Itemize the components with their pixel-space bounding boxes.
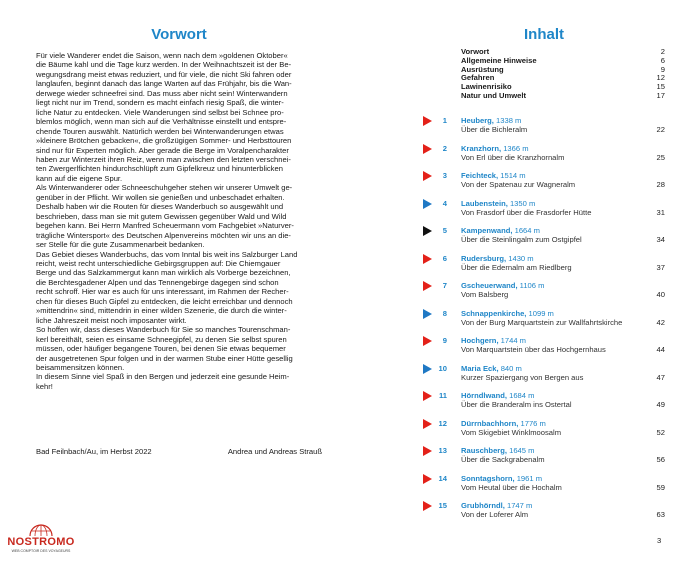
foreword-line: Berge und das Salzkammergut kann man wirklich als Vorberge bezeichnen, (36, 268, 291, 278)
tour-page: 59 (656, 482, 665, 492)
tour-route: Von der Burg Marquartstein zur Wallfahrtskirche (461, 317, 623, 327)
tour-summit: Feichteck, (461, 171, 499, 180)
tour-altitude: 1684 m (506, 391, 535, 400)
foreword-line: In diesem Sinne viel Spaß in den Bergen und jederzeit eine gesunde Heim- (36, 372, 290, 382)
foreword-line: sind nur für Experten möglich. Aber gerade die Berge im Voralpencharakter (36, 145, 289, 155)
tour-marker-icon (423, 281, 432, 291)
foreword-signature (36, 447, 322, 456)
tour-altitude: 1514 m (498, 171, 526, 180)
tour-number: 12 (438, 418, 447, 428)
foreword-line: wegungsdrang meist etwas reduziert, und für viele, die nicht Ski fahren oder (36, 69, 292, 79)
tour-summit: Rauschberg, (461, 446, 507, 455)
tour-marker-icon (423, 144, 432, 154)
tour-summit: Kranzhorn, (461, 143, 502, 153)
tour-route: Über die Branderalm ins Ostertal (461, 400, 572, 409)
foreword-line: Als Winterwanderer oder Schneeschuhgeher stehen wir unserer Umwelt ge- (36, 183, 293, 193)
tour-number: 2 (442, 143, 447, 153)
foreword-line: chende Touren auswählt. Natürlich werden bei Winterwanderungen etwas (36, 126, 284, 136)
tour-page: 56 (656, 455, 665, 464)
logo-tagline: WEB COMPTOIR DES VOYAGEURS (11, 549, 71, 553)
tour-number: 6 (442, 253, 447, 263)
tour-marker-icon (423, 446, 432, 456)
tour-entry[interactable] (423, 363, 665, 385)
tour-route: Kurzer Spaziergang von Bergen aus (461, 372, 584, 382)
toc-entry[interactable]: Natur und Umwelt 17 (461, 90, 665, 100)
tour-route: Über die Sackgrabenalm (461, 455, 545, 464)
tour-marker-icon (423, 336, 432, 346)
foreword-line: liche Natur zu entdecken. Viele Wanderungen sind selbst bei Schnee pro- (36, 107, 284, 117)
globe-icon (28, 522, 54, 536)
tour-number: 5 (442, 226, 447, 235)
foreword-line: »kleinere Brötchen gebacken«, die großzügigen Sommer- und Herbsttouren (36, 136, 292, 146)
front-matter-list (461, 48, 665, 101)
tour-page: 63 (656, 510, 665, 519)
page-number: 3 (657, 536, 662, 545)
tour-altitude: 840 m (498, 363, 522, 373)
tour-altitude: 1776 m (518, 418, 546, 428)
foreword-line: recht schroff. Hier war es auch für uns interessant, im Rahmen der Recher- (36, 287, 289, 297)
tour-page: 22 (656, 125, 665, 134)
tour-altitude: 1338 m (493, 116, 522, 125)
logo (4, 522, 78, 556)
tour-number: 8 (442, 308, 447, 318)
toc-entry[interactable]: Vorwort 2 (461, 47, 665, 56)
tour-marker-icon (423, 501, 432, 511)
tour-page: 28 (656, 180, 665, 189)
foreword-line: ser Stelle für die gute Zusammenarbeit bedanken. (36, 240, 205, 250)
tour-number: 1 (442, 116, 447, 125)
tour-entry[interactable] (423, 335, 665, 357)
tour-summit: Grubhörndl, (461, 501, 505, 510)
tour-number: 4 (442, 198, 447, 208)
tour-entry[interactable] (423, 170, 665, 192)
tour-marker-icon (423, 199, 432, 209)
toc-entry[interactable]: Lawinenrisiko 15 (461, 82, 665, 92)
foreword-line: genüber in der Pflicht. Wir wollen sie genießen und unbeschadet erhalten. (36, 192, 285, 202)
tour-entry[interactable] (423, 253, 665, 275)
foreword-line: trägliche Wintersport« des Deutschen Alpenvereins möchten wir uns an die- (36, 230, 291, 240)
tour-altitude: 1664 m (512, 226, 540, 235)
tour-page: 37 (656, 262, 665, 272)
foreword-line: langlaufen, beginnt danach das lange Warten auf das Frühjahr, bis die Wan- (36, 79, 292, 89)
foreword-line: beschrieben, dass man sie mit gutem Gewissen gegenüber Wald und Wild (36, 211, 287, 221)
tour-page: 52 (656, 427, 665, 437)
tour-number: 14 (438, 473, 447, 483)
foreword-line: müssen, oder häufiger begangene Touren, bei denen Sie etwas bequemer (36, 344, 286, 354)
foreword-line: Das Gebiet dieses Wanderbuchs, das vom Inntal bis weit ins Salzburger Land (36, 249, 298, 259)
foreword-line: beisammensitzen können. (36, 362, 125, 372)
tour-marker-icon (423, 364, 432, 374)
tour-route: Von der Loferer Alm (461, 510, 529, 519)
tour-number: 7 (442, 281, 447, 290)
tour-summit: Hochgern, (461, 336, 499, 345)
tour-route: Vom Balsberg (461, 290, 509, 299)
tour-entry[interactable] (423, 115, 665, 137)
tour-page: 31 (656, 207, 665, 217)
tour-marker-icon (423, 474, 432, 484)
tour-page: 25 (656, 152, 665, 162)
tour-entry[interactable] (423, 225, 665, 247)
tour-marker-icon (423, 171, 432, 181)
foreword-line: »mittendrin« sind, mittendrin in einer wilden Szenerie, die durch die winter- (36, 306, 287, 316)
tour-summit: Sonntagshorn, (461, 473, 515, 483)
foreword-line: reicht, weist recht unterschiedliche Gebirgsgruppen auf: Die Chiemgauer (36, 258, 281, 268)
tour-entry[interactable] (423, 500, 665, 522)
place-date: Bad Feilnbach/Au, im Herbst 2022 (36, 447, 152, 456)
authors: Andrea und Andreas Strauß (227, 447, 322, 456)
tour-route: Von Marquartstein über das Hochgernhaus (461, 345, 606, 354)
foreword-line: liche Jahreszeit meist noch imposanter wirkt. (36, 315, 187, 325)
tour-marker-icon (423, 226, 432, 236)
foreword-line: ten Zwergerlfichten hindurchschlüpft zum Gipfelkreuz und hinunterblicken (36, 164, 283, 174)
foreword-text (36, 51, 322, 391)
tour-altitude: 1744 m (498, 336, 527, 345)
tour-route: Vom Heutal über die Hochalm (461, 482, 562, 492)
tour-route: Von Frasdorf über die Frasdorfer Hütte (461, 207, 592, 217)
tour-entry[interactable] (423, 143, 665, 165)
tour-marker-icon (423, 309, 432, 319)
foreword-line: kehr! (36, 381, 53, 391)
tour-altitude: 1350 m (507, 198, 536, 208)
foreword-line: die Berchtesgadener Alpen und das Tennengebirge dagegen sind schon (36, 277, 279, 287)
tour-page: 44 (656, 345, 665, 354)
foreword-line: chen für dieses Buch Gipfel zu entdecken, die leicht erreichbar und dennoch (36, 296, 293, 306)
tour-route: Von der Spatenau zur Wagneralm (461, 180, 576, 189)
foreword-line: die Bäume kahl und die Tage kurz werden. In der Weihnachtszeit ist der Be- (36, 60, 292, 70)
foreword-title: Vorwort (151, 26, 207, 43)
foreword-line: derwege wieder schneefrei sind. Das muss aber nicht sein! Winterwandern (36, 88, 288, 98)
tour-entry[interactable] (423, 308, 665, 330)
tour-altitude: 1099 m (526, 308, 554, 318)
foreword-line: So hoffen wir, dass dieses Wanderbuch für Sie so manches Tourenschman- (36, 325, 291, 335)
tour-route: Über die Bichleralm (461, 125, 528, 134)
tour-summit: Schnappenkirche, (461, 308, 527, 318)
tour-entry[interactable] (423, 445, 665, 467)
foreword-line: Deshalb haben wir die Routen für dieses Wanderbuch so ausgewählt und (36, 202, 284, 212)
foreword-line: kerl bereithält, seien es einsame Schneegipfel, zu denen Sie selbst spuren (36, 334, 287, 344)
toc-entry[interactable]: Gefahren 12 (461, 73, 665, 83)
tour-entry[interactable] (423, 418, 665, 440)
tour-marker-icon (423, 419, 432, 429)
tour-page: 47 (656, 372, 665, 382)
tour-page: 40 (656, 290, 665, 299)
tour-route: Über die Edernalm am Riedlberg (461, 262, 572, 272)
toc-entry[interactable]: Allgemeine Hinweise 6 (461, 55, 665, 65)
tour-number: 15 (438, 501, 447, 510)
tour-summit: Rudersburg, (461, 253, 507, 263)
tour-route: Von Erl über die Kranzhornalm (461, 152, 565, 162)
foreword-line: blemlos möglich, wenn man sich auf die Verhältnisse einstellt und entspre- (36, 117, 287, 127)
tour-summit: Hörndlwand, (461, 391, 507, 400)
tour-route: Über die Steinlingalm zum Ostgipfel (461, 235, 582, 244)
tour-summit: Gscheuerwand, (461, 281, 518, 290)
logo-word: NOSTROMO (7, 536, 75, 548)
tour-marker-icon (423, 391, 432, 401)
tour-entry[interactable] (423, 198, 665, 220)
tour-altitude: 1366 m (501, 143, 529, 153)
tour-summit: Laubenstein, (461, 198, 508, 208)
tour-altitude: 1430 m (506, 253, 534, 263)
tour-entry[interactable] (423, 473, 665, 495)
tour-page: 42 (656, 317, 665, 327)
tour-number: 9 (442, 336, 447, 345)
tour-page: 49 (656, 400, 665, 409)
foreword-line: haben zur Winterzeit ihren Reiz, wenn man zwischen den letzten verschnei- (36, 154, 291, 164)
tour-number: 3 (442, 171, 447, 180)
tour-summit: Dürrnbachhorn, (461, 418, 519, 428)
tour-summit: Kampenwand, (461, 226, 513, 235)
foreword-line: kann auf die eigene Spur. (36, 173, 123, 183)
tour-marker-icon (423, 116, 432, 126)
tour-entry[interactable] (423, 390, 665, 412)
contents-title: Inhalt (524, 26, 564, 43)
tour-summit: Maria Eck, (461, 363, 499, 373)
tour-summit: Heuberg, (461, 116, 494, 125)
foreword-line: liegt nicht nur im Trend, sondern es macht einfach riesig Spaß, die winter- (36, 98, 284, 108)
tour-marker-icon (423, 254, 432, 264)
tour-entry[interactable] (423, 280, 665, 302)
foreword-line: begehen kann. Bei Herrn Manfred Scheuermann vom Fachgebiet »Naturver- (36, 221, 294, 231)
tour-number: 13 (438, 446, 447, 455)
tour-page: 34 (656, 235, 665, 244)
foreword-line: der ausgetretenen Spur folgen und in der warmen Stube einer Hütte gesellig (36, 353, 293, 363)
tour-altitude: 1645 m (507, 446, 535, 455)
tour-altitude: 1106 m (517, 281, 545, 290)
tour-altitude: 1961 m (514, 473, 543, 483)
tour-number: 11 (438, 391, 447, 400)
toc-entry[interactable]: Ausrüstung 9 (461, 64, 665, 74)
tour-number: 10 (438, 363, 447, 373)
foreword-line: Für viele Wanderer endet die Saison, wenn nach dem »goldenen Oktober« (36, 51, 288, 60)
tour-altitude: 1747 m (504, 501, 533, 510)
tour-route: Vom Skigebiet Winklmoosalm (461, 427, 562, 437)
